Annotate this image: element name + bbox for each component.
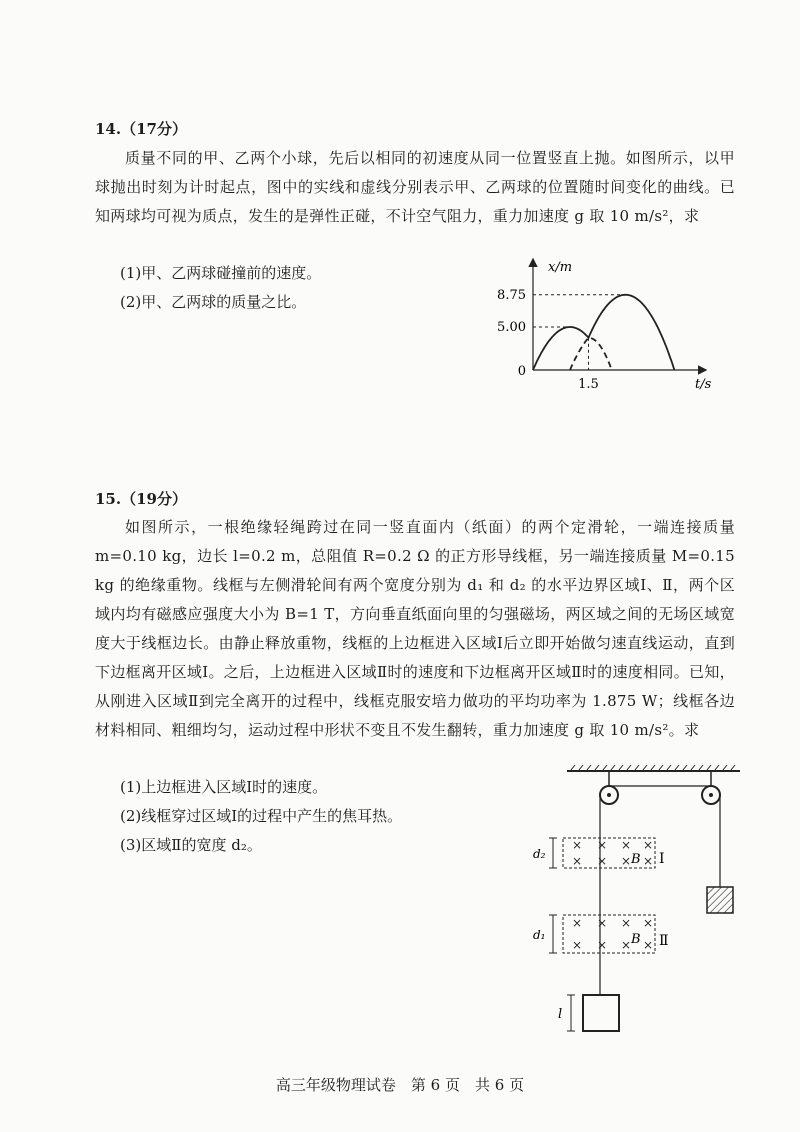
q14-question-2: (2)甲、乙两球的质量之比。 [120,293,307,311]
series-solid-line [533,295,674,370]
svg-text:×: × [643,938,654,952]
series-dashed-line [570,338,611,370]
q15-question-2: (2)线框穿过区域Ⅰ的过程中产生的焦耳热。 [120,807,403,825]
lower-region-width-label: d₁ [533,928,546,942]
svg-text:×: × [621,916,632,930]
hanging-weight [707,887,733,913]
lower-field-label: B [631,932,641,947]
ceiling [567,765,740,771]
upper-field-label: B [631,852,641,867]
svg-text:×: × [572,916,583,930]
x-axis-label: t/s [695,377,712,392]
svg-text:×: × [621,854,632,868]
page-footer: 高三年级物理试卷 第 6 页 共 6 页 [275,1076,525,1094]
origin-label: 0 [517,364,526,379]
y-tick-label-8.75: 8.75 [497,287,526,303]
frame-side-label: l [558,1007,563,1022]
svg-text:×: × [572,838,583,852]
q14-position-time-graph [490,255,730,395]
square-wire-frame [583,995,619,1031]
svg-text:×: × [643,838,654,852]
q15-number: 15.（19分） [95,490,187,508]
q15-question-3: (3)区域Ⅱ的宽度 d₂。 [120,836,262,854]
y-axis-label: x/m [548,260,573,275]
upper-region-width-label: d₂ [533,847,546,861]
y-tick-label-5.00: 5.00 [497,320,526,335]
svg-text:×: × [597,916,608,930]
q14-question-1: (1)甲、乙两球碰撞前的速度。 [120,264,322,282]
svg-text:×: × [597,854,608,868]
q15-question-1: (1)上边框进入区域Ⅰ时的速度。 [120,778,328,796]
q15-pulley-frame-diagram [525,765,755,1055]
svg-text:×: × [597,838,608,852]
lower-region-name: Ⅱ [659,933,669,949]
rope [600,786,720,995]
x-tick-label-1.5: 1.5 [578,377,599,392]
svg-text:×: × [621,838,632,852]
svg-text:×: × [643,854,654,868]
svg-text:×: × [572,938,583,952]
q15-stem: 如图所示，一根绝缘轻绳跨过在同一竖直面内（纸面）的两个定滑轮，一端连接质量 m=0.10 kg，边长 l=0.2 m，总阻值 R=0.2 Ω 的正方形导线框，另一端连接质量 M=0.15 kg 的绝缘重物。线框与左侧滑轮间有两个宽度分别为 d₁ 和 d₂ 的水平边界区域Ⅰ、Ⅱ，两个区域内均有磁感应强度大小为 B=1 T，方向垂直纸面向里的匀强磁场，两区域之间的无场区域宽度大于线框边长。由静止释放重物，线框的上边框进入区域Ⅰ后立即开始做匀速直线运动，直到下边框离开区域Ⅰ。之后，上边框进入区域Ⅱ时的速度和下边框离开区域Ⅱ时的速度相同。已知，从刚进入区域Ⅱ到完全离开的过程中，线框克服安培力做功的平均功率为 1.875 W；线框各边材料相同、粗细均匀，运动过程中形状不变且不发生翻转，重力加速度 g 取 10 m/s²。求 [95,518,735,739]
q14-stem: 质量不同的甲、乙两个小球，先后以相同的初速度从同一位置竖直上抛。如图所示，以甲球抛出时刻为计时起点，图中的实线和虚线分别表示甲、乙两球的位置随时间变化的曲线。已知两球均可视为质点，发生的是弹性正碰，不计空气阻力，重力加速度 g 取 10 m/s²，求 [95,149,735,225]
q14-number: 14.（17分） [95,120,187,138]
svg-text:×: × [643,916,654,930]
upper-region-name: Ⅰ [659,851,665,867]
svg-text:×: × [597,938,608,952]
svg-text:×: × [621,938,632,952]
svg-text:×: × [572,854,583,868]
